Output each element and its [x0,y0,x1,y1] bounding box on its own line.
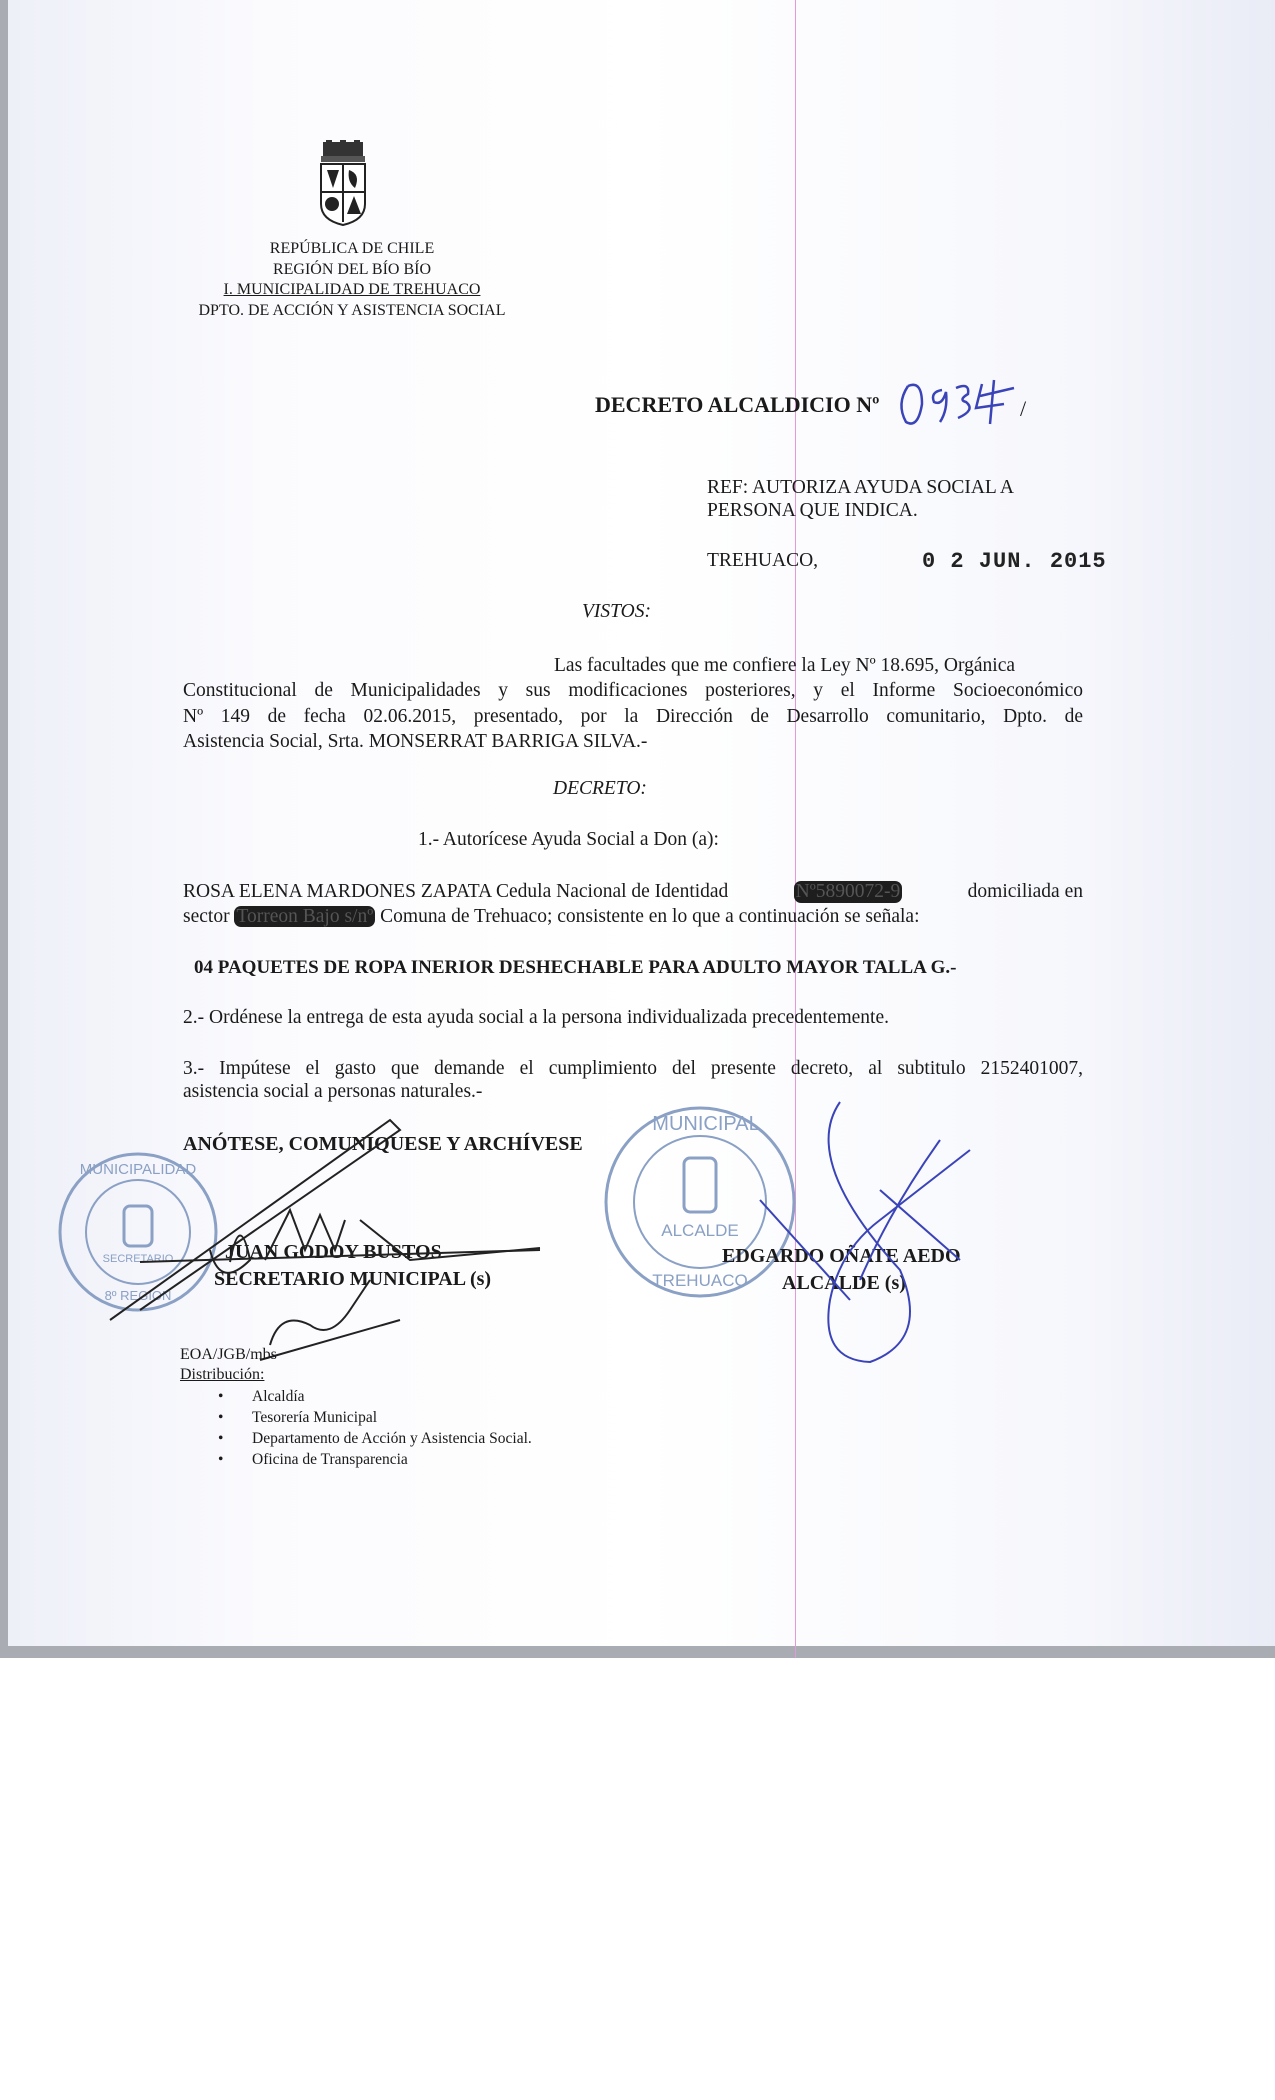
coat-of-arms-icon [317,140,369,226]
distribution-text: Tesorería Municipal [252,1409,378,1426]
distribution-text: Oficina de Transparencia [252,1451,408,1468]
document-page [8,0,1275,1646]
svg-text:ALCALDE: ALCALDE [661,1221,739,1240]
secretary-signature [100,1110,560,1370]
header-country: REPÚBLICA DE CHILE [269,240,435,257]
sector-rest: Comuna de Trehuaco; consistente en lo que a continuación se señala: [380,906,920,927]
fold-line [795,0,796,1658]
svg-text:8º REGION: 8º REGION [104,1288,172,1303]
bullet-icon: • [218,1430,224,1447]
mayor-name: EDGARDO OÑATE AEDO [722,1245,961,1267]
svg-text:TREHUACO: TREHUACO [652,1271,748,1290]
redacted-sector: Torreon Bajo s/nº [236,906,374,927]
ref-line-2: PERSONA QUE INDICA. [707,500,918,521]
bullet-icon: • [218,1409,224,1426]
sector-line [183,906,920,928]
place: TREHUACO, [707,550,819,571]
beneficiary-name: ROSA ELENA MARDONES ZAPATA Cedula Nacional de Identidad [183,881,729,902]
mayor-signature [740,1100,980,1370]
vistos-line-3: Nº 149 de fecha 02.06.2015, presentado, por la Dirección de Desarrollo comunitario, Dpto. de [183,706,1083,727]
item-3-line-1: 3.- Impútese el gasto que demande el cumplimiento del presente decreto, al subtitulo 2152401007, [183,1058,1083,1079]
header-municipality: I. MUNICIPALIDAD DE TREHUACO [223,281,481,298]
header-region: REGIÓN DEL BÍO BÍO [272,261,432,278]
distribution-item [218,1430,532,1448]
distribution-item [218,1388,305,1406]
bullet-icon: • [218,1451,224,1468]
svg-text:SECRETARIO: SECRETARIO [102,1253,174,1265]
svg-text:MUNICIPAL: MUNICIPAL [652,1113,760,1135]
decree-title: DECRETO ALCALDICIO Nº [595,392,880,417]
vistos-heading: VISTOS: [582,601,651,622]
initials: EOA/JGB/mbs [180,1346,277,1363]
mayor-title: ALCALDE (s) [782,1272,906,1294]
sector-label: sector [183,906,230,927]
secretary-name: JUAN GODOY BUSTOS [225,1241,442,1263]
distribution-item [218,1451,408,1469]
beneficiary-line [183,881,1083,903]
handwritten-decree-number [896,374,1026,434]
ref-line-1: REF: AUTORIZA AYUDA SOCIAL A [707,477,1015,498]
secretary-title: SECRETARIO MUNICIPAL (s) [214,1268,492,1290]
item-2: 2.- Ordénese la entrega de esta ayuda social a la persona individualizada precedentemente. [183,1007,889,1028]
distribution-label: Distribución: [180,1366,265,1383]
distribution-item [218,1409,378,1427]
item-1: 1.- Autorícese Ayuda Social a Don (a): [418,829,719,850]
svg-text:MUNICIPALIDAD: MUNICIPALIDAD [79,1161,197,1178]
distribution-text: Departamento de Acción y Asistencia Social. [252,1430,532,1447]
decreto-heading: DECRETO: [553,778,647,799]
vistos-line-1: Las facultades que me confiere la Ley Nº 18.695, Orgánica [554,655,1016,676]
aid-description: 04 PAQUETES DE ROPA INERIOR DESHECHABLE PARA ADULTO MAYOR TALLA G.- [194,957,957,978]
redacted-id: Nº5890072-9 [795,881,901,902]
beneficiary-domicile: domiciliada en [967,881,1083,902]
distribution-text: Alcaldía [252,1388,305,1405]
decree-slash: / [1020,396,1027,421]
closing-formula: ANÓTESE, COMUNIQUESE Y ARCHÍVESE [183,1133,583,1155]
item-3-line-2: asistencia social a personas naturales.- [183,1081,483,1102]
vistos-line-4: Asistencia Social, Srta. MONSERRAT BARRIGA SILVA.- [183,731,648,752]
header-department: DPTO. DE ACCIÓN Y ASISTENCIA SOCIAL [198,302,506,319]
vistos-line-2: Constitucional de Municipalidades y sus modificaciones posteriores, y el Informe Socioeconómico [183,680,1083,701]
date-stamp: 0 2 JUN. 2015 [922,549,1107,574]
bullet-icon: • [218,1388,224,1405]
